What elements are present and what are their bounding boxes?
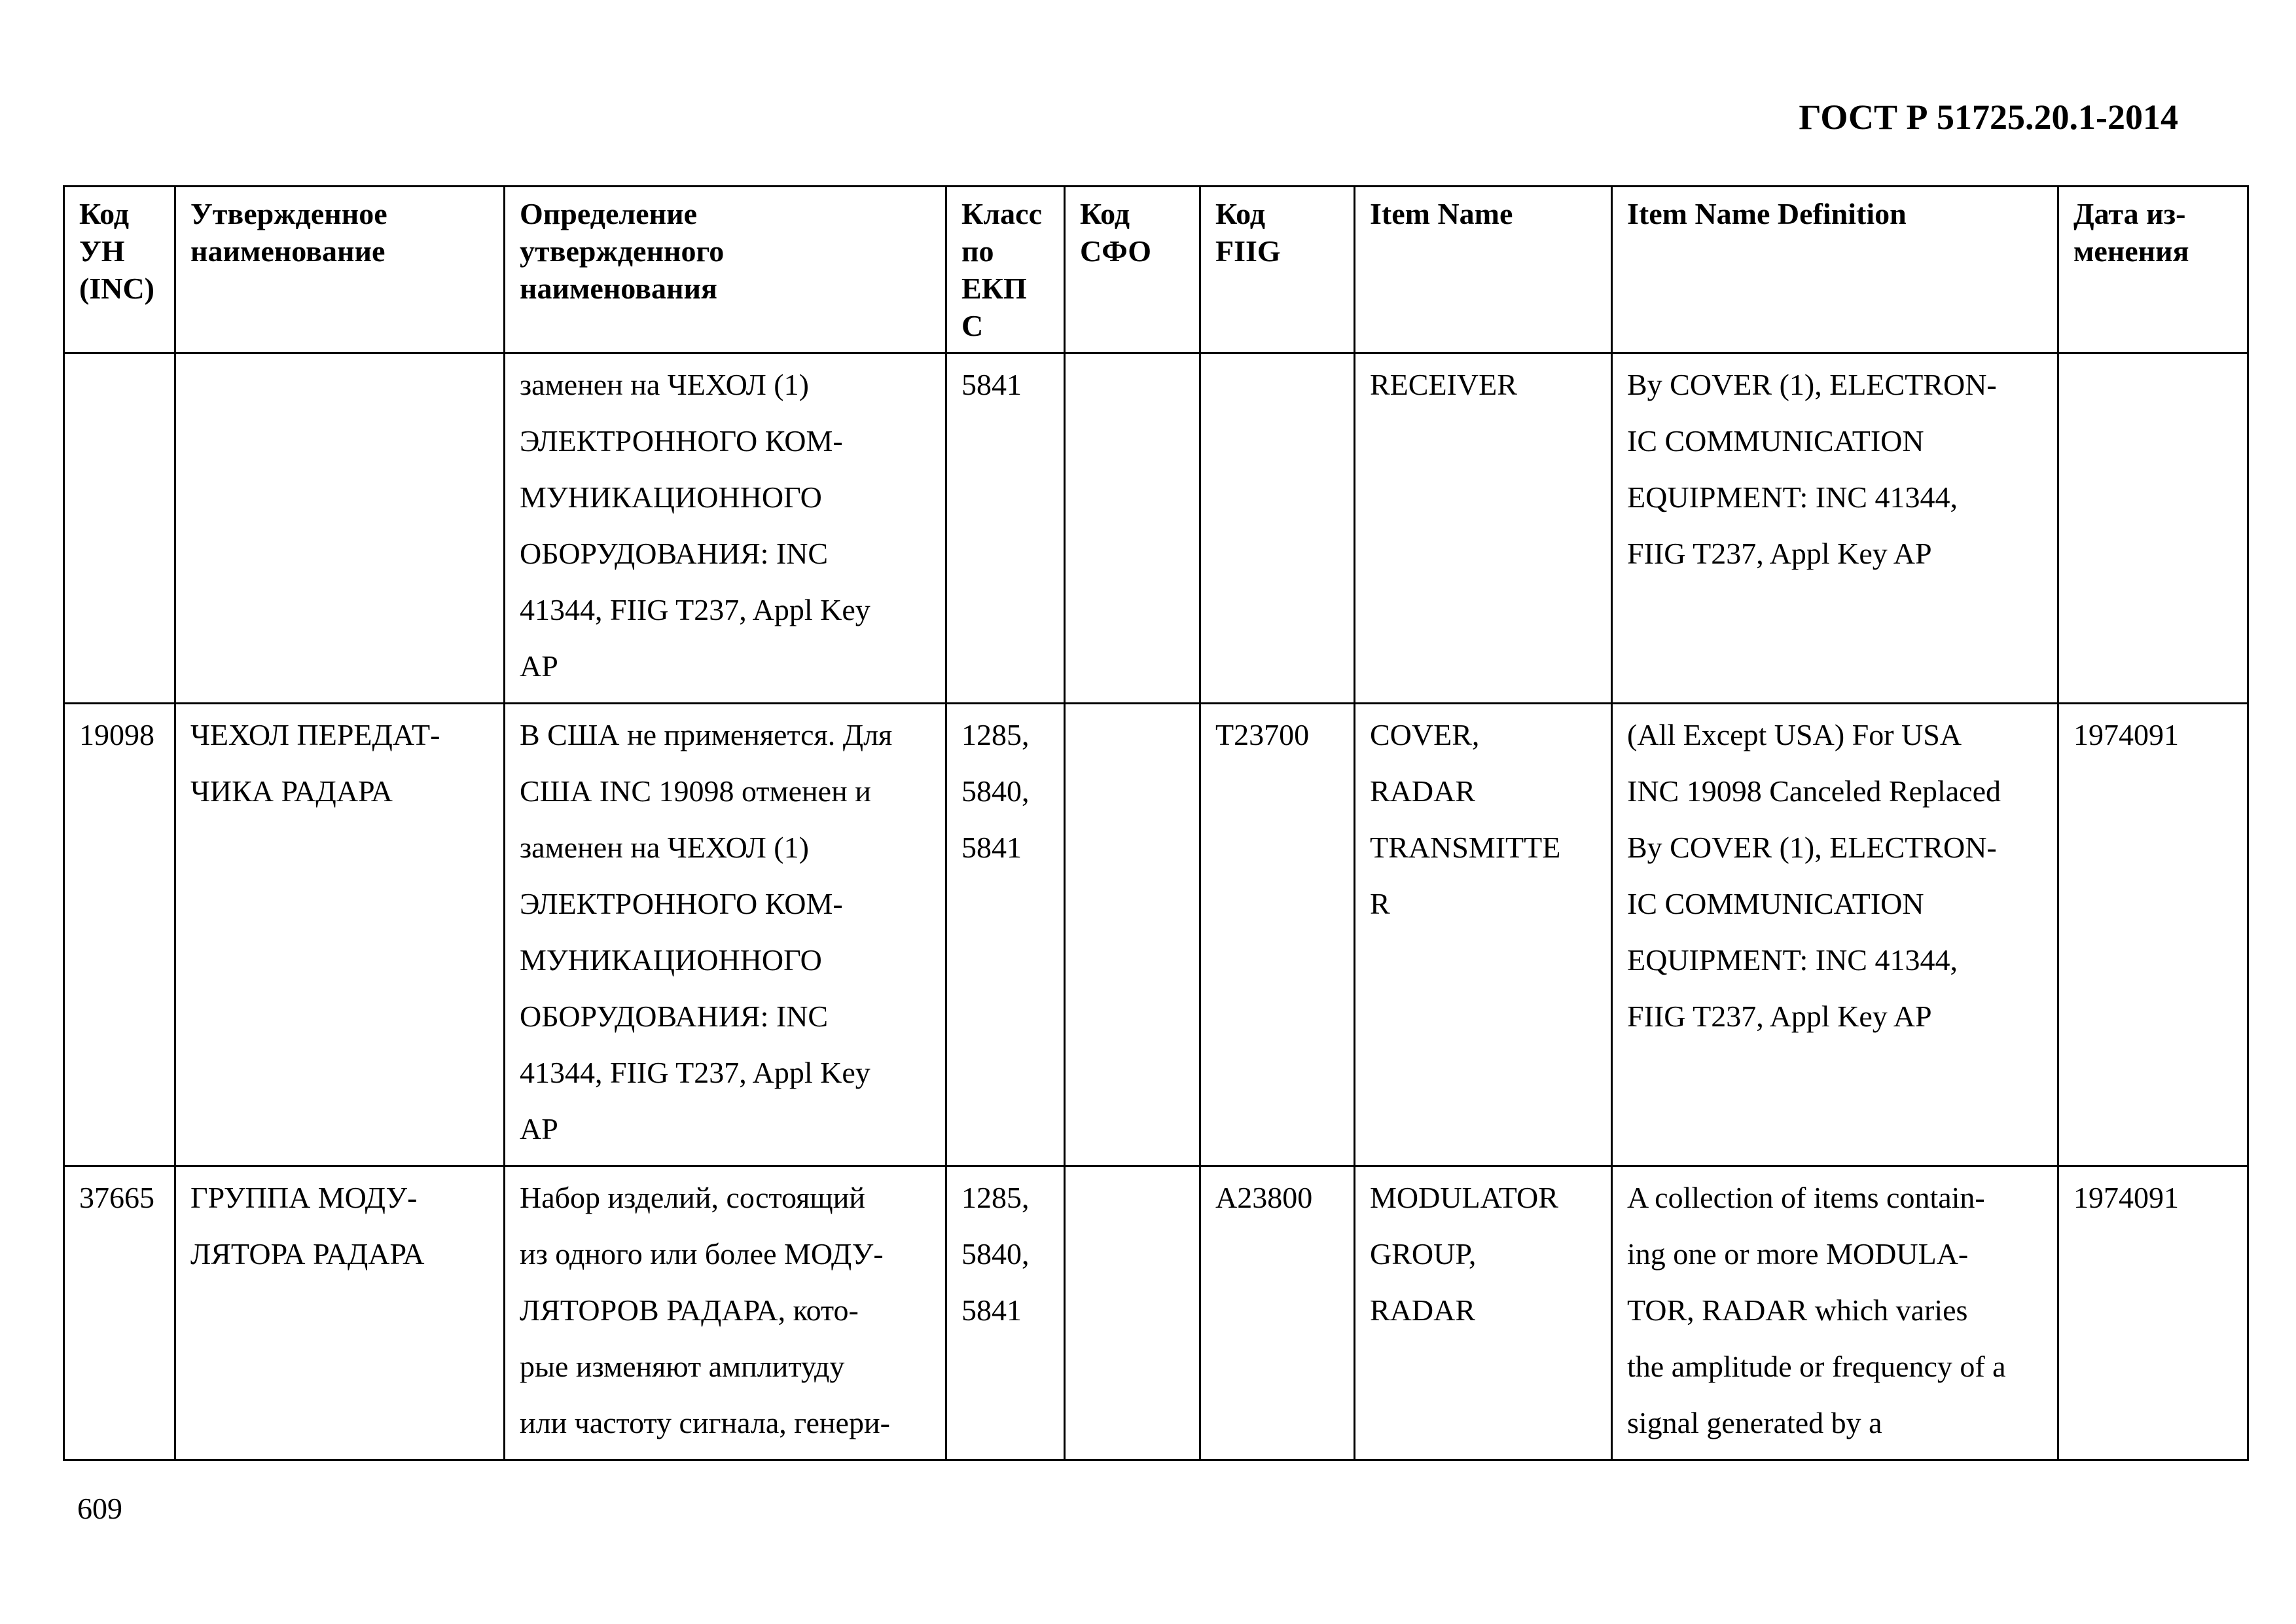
- cell-line: IC COMMUNICATION: [1627, 424, 1924, 458]
- class-cell: [946, 353, 1065, 704]
- col-header-class: [946, 187, 1065, 353]
- cell-line: 1285,: [961, 718, 1030, 751]
- cell-line: 41344, FIIG T237, Appl Key: [520, 593, 870, 626]
- cell-line: FIIG T237, Appl Key AP: [1627, 1000, 1932, 1033]
- cell-line: заменен на ЧЕХОЛ (1): [520, 368, 809, 401]
- change-date-cell: [2058, 353, 2248, 704]
- table-row: [64, 353, 2248, 704]
- cell-line: 37665: [79, 1181, 154, 1214]
- fiig-code-cell: [1200, 353, 1355, 704]
- cell-line: EQUIPMENT: INC 41344,: [1627, 480, 1958, 514]
- header-line: по: [961, 234, 994, 268]
- cell-line: МУНИКАЦИОННОГО: [520, 943, 822, 977]
- cell-line: ОБОРУДОВАНИЯ: INC: [520, 1000, 829, 1033]
- sfo-code-cell: [1065, 704, 1200, 1166]
- header-line: утвержденного: [520, 234, 725, 268]
- cell-line: 1974091: [2073, 1181, 2179, 1214]
- cell-line: (All Except USA) For USA: [1627, 718, 1962, 751]
- fiig-code-cell: [1200, 1166, 1355, 1460]
- cell-line: 19098: [79, 718, 154, 751]
- header-line: Item Name: [1370, 197, 1513, 230]
- header-line: FIIG: [1215, 234, 1281, 268]
- header-line: менения: [2073, 234, 2189, 268]
- cell-line: RECEIVER: [1370, 368, 1517, 401]
- header-line: Код: [1215, 197, 1266, 230]
- cell-line: the amplitude or frequency of a: [1627, 1350, 2006, 1383]
- header-line: Дата из-: [2073, 197, 2186, 230]
- cell-line: ЭЛЕКТРОННОГО КОМ-: [520, 424, 843, 458]
- items-table: [63, 185, 2249, 1461]
- cell-line: МУНИКАЦИОННОГО: [520, 480, 822, 514]
- header-line: Утвержденное: [190, 197, 387, 230]
- cell-line: T23700: [1215, 718, 1310, 751]
- cell-line: INC 19098 Canceled Replaced: [1627, 774, 2001, 808]
- cell-line: TOR, RADAR which varies: [1627, 1293, 1968, 1327]
- header-line: Код: [1080, 197, 1130, 230]
- cell-line: RADAR: [1370, 1293, 1476, 1327]
- header-line: Код: [79, 197, 130, 230]
- table-header-row: [64, 187, 2248, 353]
- cell-line: ОБОРУДОВАНИЯ: INC: [520, 537, 829, 570]
- inc-cell: [64, 704, 175, 1166]
- header-line: (INC): [79, 272, 154, 305]
- cell-line: EQUIPMENT: INC 41344,: [1627, 943, 1958, 977]
- cell-line: AP: [520, 1112, 558, 1146]
- col-header-item-name-definition: [1612, 187, 2058, 353]
- sfo-code-cell: [1065, 1166, 1200, 1460]
- header-line: Класс: [961, 197, 1042, 230]
- cell-line: В США не применяется. Для: [520, 718, 893, 751]
- cell-line: 5840,: [961, 774, 1030, 808]
- header-line: Определение: [520, 197, 698, 230]
- cell-line: 1285,: [961, 1181, 1030, 1214]
- class-cell: [946, 704, 1065, 1166]
- cell-line: заменен на ЧЕХОЛ (1): [520, 831, 809, 864]
- page-number: 609: [77, 1492, 122, 1525]
- item-name-definition-cell: [1612, 353, 2058, 704]
- cell-line: ЧИКА РАДАРА: [190, 774, 393, 808]
- cell-line: США INC 19098 отменен и: [520, 774, 871, 808]
- cell-line: ЧЕХОЛ ПЕРЕДАТ-: [190, 718, 440, 751]
- cell-line: A23800: [1215, 1181, 1313, 1214]
- cell-line: By COVER (1), ELECTRON-: [1627, 831, 1997, 864]
- cell-line: ГРУППА МОДУ-: [190, 1181, 418, 1214]
- cell-line: Набор изделий, состоящий: [520, 1181, 865, 1214]
- cell-line: By COVER (1), ELECTRON-: [1627, 368, 1997, 401]
- col-header-fiig-code: [1200, 187, 1355, 353]
- item-name-definition-cell: [1612, 1166, 2058, 1460]
- cell-line: GROUP,: [1370, 1237, 1477, 1271]
- inc-cell: [64, 353, 175, 704]
- class-cell: [946, 1166, 1065, 1460]
- approved-name-cell: [175, 353, 505, 704]
- change-date-cell: [2058, 704, 2248, 1166]
- header-line: наименование: [190, 234, 386, 268]
- cell-line: 5841: [961, 1293, 1022, 1327]
- cell-line: рые изменяют амплитуду: [520, 1350, 845, 1383]
- item-name-definition-cell: [1612, 704, 2058, 1166]
- cell-line: из одного или более МОДУ-: [520, 1237, 884, 1271]
- cell-line: FIIG T237, Appl Key AP: [1627, 537, 1932, 570]
- col-header-change-date: [2058, 187, 2248, 353]
- cell-line: 5840,: [961, 1237, 1030, 1271]
- item-name-cell: [1355, 704, 1612, 1166]
- definition-cell: [505, 704, 946, 1166]
- cell-line: A collection of items contain-: [1627, 1181, 1985, 1214]
- cell-line: signal generated by a: [1627, 1406, 1882, 1439]
- table-row: [64, 704, 2248, 1166]
- definition-cell: [505, 353, 946, 704]
- change-date-cell: [2058, 1166, 2248, 1460]
- col-header-sfo-code: [1065, 187, 1200, 353]
- item-name-cell: [1355, 1166, 1612, 1460]
- cell-line: COVER,: [1370, 718, 1480, 751]
- approved-name-cell: [175, 704, 505, 1166]
- cell-line: MODULATOR: [1370, 1181, 1558, 1214]
- cell-line: AP: [520, 649, 558, 683]
- header-line: наименования: [520, 272, 717, 305]
- col-header-definition: [505, 187, 946, 353]
- header-line: Item Name Definition: [1627, 197, 1907, 230]
- approved-name-cell: [175, 1166, 505, 1460]
- cell-line: 5841: [961, 368, 1022, 401]
- cell-line: ЭЛЕКТРОННОГО КОМ-: [520, 887, 843, 920]
- cell-line: RADAR: [1370, 774, 1476, 808]
- col-header-item-name: [1355, 187, 1612, 353]
- cell-line: TRANSMITTE: [1370, 831, 1561, 864]
- definition-cell: [505, 1166, 946, 1460]
- header-line: СФО: [1080, 234, 1152, 268]
- fiig-code-cell: [1200, 704, 1355, 1166]
- document-code: ГОСТ Р 51725.20.1-2014: [1799, 98, 2178, 137]
- cell-line: или частоту сигнала, генери-: [520, 1406, 890, 1439]
- table-row: [64, 1166, 2248, 1460]
- col-header-inc: [64, 187, 175, 353]
- header-line: ЕКП: [961, 272, 1027, 305]
- item-name-cell: [1355, 353, 1612, 704]
- cell-line: R: [1370, 887, 1390, 920]
- cell-line: ЛЯТОРА РАДАРА: [190, 1237, 425, 1271]
- header-line: С: [961, 309, 984, 342]
- cell-line: IC COMMUNICATION: [1627, 887, 1924, 920]
- cell-line: ЛЯТОРОВ РАДАРА, кото-: [520, 1293, 859, 1327]
- cell-line: 41344, FIIG T237, Appl Key: [520, 1056, 870, 1089]
- cell-line: ing one or more MODULA-: [1627, 1237, 1969, 1271]
- col-header-approved-name: [175, 187, 505, 353]
- header-line: УН: [79, 234, 125, 268]
- inc-cell: [64, 1166, 175, 1460]
- cell-line: 1974091: [2073, 718, 2179, 751]
- sfo-code-cell: [1065, 353, 1200, 704]
- cell-line: 5841: [961, 831, 1022, 864]
